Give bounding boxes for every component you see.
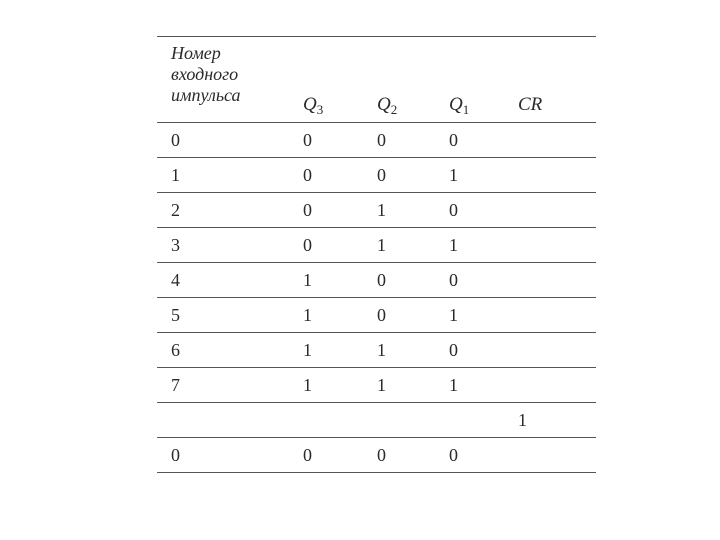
cell-pulse-number: 1 [171,165,180,185]
header-number-line2: входного [171,64,239,84]
header-q1 [449,94,469,118]
cell-q3: 0 [303,200,312,220]
header-q3 [303,94,323,118]
cell-pulse-number: 6 [171,340,180,360]
cell-q1: 0 [449,340,458,360]
header-input-pulse-number [171,43,291,106]
cell-q1: 0 [449,130,458,150]
cell-pulse-number: 4 [171,270,180,290]
cell-q1: 0 [449,200,458,220]
cell-q1: 0 [449,445,458,465]
cell-q2: 0 [377,445,386,465]
cell-pulse-number: 0 [171,445,180,465]
cell-q2: 1 [377,375,386,395]
cell-q3: 1 [303,375,312,395]
table-row [157,403,596,437]
header-cr: CR [518,94,543,115]
header-number-line3: импульса [171,85,241,105]
header-q1-sub: 1 [462,102,470,117]
cell-pulse-number: 5 [171,305,180,325]
header-number-line1: Номер [171,43,221,63]
truth-table [157,36,596,473]
cell-q3: 1 [303,340,312,360]
cell-q2: 1 [377,340,386,360]
header-q3-sub: 3 [316,102,324,117]
cell-q1: 1 [449,235,458,255]
cell-q1: 1 [449,165,458,185]
cell-q2: 0 [377,270,386,290]
cell-q1: 1 [449,305,458,325]
cell-q2: 1 [377,235,386,255]
row-rule [157,472,596,473]
cell-q3: 0 [303,445,312,465]
cell-cr: 1 [518,410,527,430]
cell-pulse-number: 3 [171,235,180,255]
cell-q1: 0 [449,270,458,290]
table-row [157,368,596,402]
cell-q2: 0 [377,130,386,150]
table-row [157,438,596,472]
cell-q2: 0 [377,305,386,325]
header-q1-base: Q [449,94,463,115]
cell-q3: 0 [303,165,312,185]
cell-pulse-number: 0 [171,130,180,150]
header-q2 [377,94,397,118]
table-row [157,263,596,297]
table-header-row [157,37,596,122]
cell-q3: 1 [303,270,312,290]
header-q2-base: Q [377,94,391,115]
table-body [157,123,596,473]
table-row [157,193,596,227]
header-q3-base: Q [303,94,317,115]
table-row [157,333,596,367]
table-row [157,298,596,332]
table-row [157,158,596,192]
cell-q3: 0 [303,130,312,150]
cell-q2: 0 [377,165,386,185]
table-row [157,228,596,262]
cell-pulse-number: 7 [171,375,180,395]
cell-q3: 1 [303,305,312,325]
cell-pulse-number: 2 [171,200,180,220]
cell-q2: 1 [377,200,386,220]
cell-q1: 1 [449,375,458,395]
table-row [157,123,596,157]
cell-q3: 0 [303,235,312,255]
header-q2-sub: 2 [390,102,398,117]
